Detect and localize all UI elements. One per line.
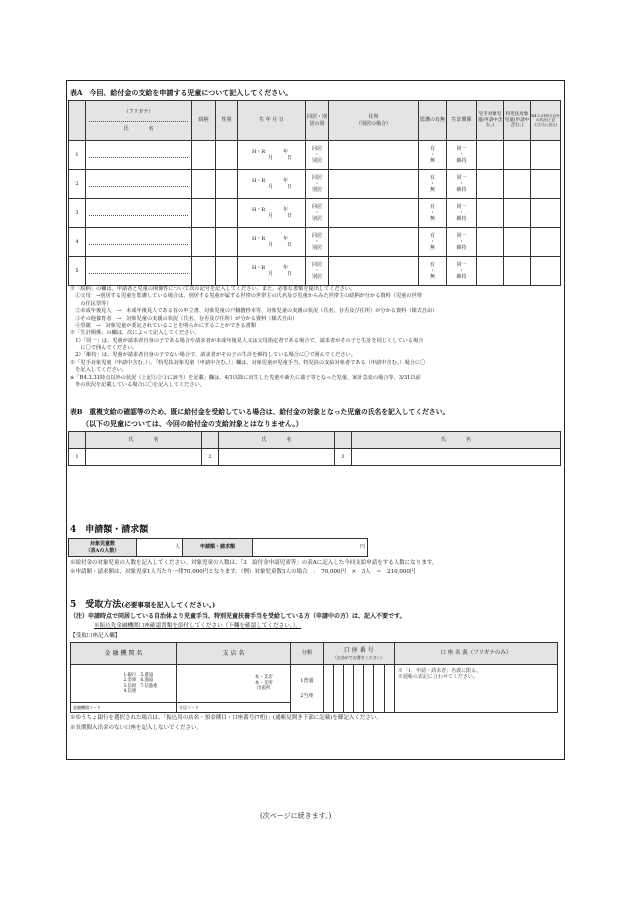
continued-note: (次ページに続きます。) xyxy=(260,812,332,820)
table-a-notes: ※「続柄」の欄は、申請者と児童の関係性について次の記号を記入してください。また、必要な書類を提出してください。 ①父母 →別居する児童を監護している場合は、別居する児童が属する世帯の世帯主の氏名及び児童からみた世帯主の続柄が分かる資料（児童の世帯 の住民票等） ②未成年後見人 → 未成年後見人である旨の申立書、対象児童の戸籍謄抄本等、対象児童の実親の状況（氏名、存否及び住所）が分かる資料（様式自由） ③その他養育者 → 対象児童の実親の状況（氏名、存否及び住所）が分かる資料（様式自由） ④里親 → 対象児童が委託されていることを明らかにすることができる書類 ※「生計関係」の欄は、次によって記入してください。 1）「同一」は、児童が請求者自身の子である場合や請求者が未成年後見人又は父母指定者である場合で、請求者がその子と生計を同じくしている場合 に〇で囲んでください。 2）「維持」は、児童が請求者自身の子でない場合で、請求者がその子の生計を維持している場合に〇で囲んでください。 ※「児手対象児童（申請中含む。）」、「特児扶対象児童（申請中含む。）」欄は、対象児童が児童手当、特児扶の支給対象者である（申請中含む。）場合に〇 を記入してください。 ※「R4.3.31時点以外の状況（上記①②③に該当）を記載」欄は、4/1以降に出生した児童や新たに養子等となった児童、家計急変の場合等、3/31以前 外の状況を記載している場合に〇を記入してください。 xyxy=(70,286,438,388)
table-a-row: 1 H・R 年 月 日 同居 ・ 別居 有 ・ 無 同一 ・ 維持 xyxy=(69,141,561,170)
cohabit-cell[interactable]: 同居 ・ 別居 xyxy=(306,257,329,286)
address-cell[interactable] xyxy=(329,257,419,286)
name-cell[interactable] xyxy=(86,170,192,199)
sex-cell[interactable] xyxy=(216,257,238,286)
name-header: （フリガナ） 氏 名 xyxy=(86,101,192,141)
table-a xyxy=(68,100,561,286)
branch-code-field[interactable]: 支店コード xyxy=(176,703,290,713)
sex-cell[interactable] xyxy=(216,228,238,257)
table-a-row: 5 H・R 年 月 日 同居 ・ 別居 有 ・ 無 同一 ・ 維持 xyxy=(69,257,561,286)
relation-cell[interactable] xyxy=(192,170,216,199)
custody-cell[interactable]: 有 ・ 無 xyxy=(419,141,447,170)
account-type-options[interactable]: 1普通 2当座 xyxy=(291,665,324,713)
custody-cell[interactable]: 有 ・ 無 xyxy=(419,170,447,199)
table-b-title: 表B 重複支給の確認等のため、既に給付金を受給している場合は、給付金の対象となった児童の氏名を記入してください。 xyxy=(70,408,450,416)
table-b-subtitle: （以下の児童については、今回の給付金の支給対象とはなりません。） xyxy=(82,419,303,428)
relation-cell[interactable] xyxy=(192,257,216,286)
cohabit-cell[interactable]: 同居 ・ 別居 xyxy=(306,141,329,170)
birthdate-cell[interactable]: H・R 年 月 日 xyxy=(238,141,306,170)
sex-cell[interactable] xyxy=(216,170,238,199)
address-header: 住所 （別居の場合） xyxy=(329,101,419,141)
birthdate-cell[interactable]: H・R 年 月 日 xyxy=(238,170,306,199)
relation-cell[interactable] xyxy=(192,199,216,228)
bank-code-field[interactable]: 金融機関コード xyxy=(71,703,177,713)
address-cell[interactable] xyxy=(329,141,419,170)
branch-type-options[interactable]: 本・支店 本・支所 出張所 xyxy=(238,665,291,703)
relation-cell[interactable] xyxy=(192,228,216,257)
r4-header: R4.3.31時点以外の状況(上記①②③に該当) xyxy=(531,101,561,141)
table-a-title: 表A 今回、給付金の支給を申請する児童について記入してください。 xyxy=(70,88,293,97)
cohabit-cell[interactable]: 同居 ・ 別居 xyxy=(306,228,329,257)
custody-cell[interactable]: 有 ・ 無 xyxy=(419,199,447,228)
birthdate-cell[interactable]: H・R 年 月 日 xyxy=(238,228,306,257)
bank-type-options[interactable]: 1.銀行 5.農協 2.金庫 6.漁協 3.信組 7.信漁連 4.信連 xyxy=(123,665,176,703)
birthdate-cell[interactable]: H・R 年 月 日 xyxy=(238,257,306,286)
table-a-row: 4 H・R 年 月 日 同居 ・ 別居 有 ・ 無 同一 ・ 維持 xyxy=(69,228,561,257)
address-cell[interactable] xyxy=(329,170,419,199)
bank-table: 金 融 機 関 名 支 店 名 分類 口 座 番 号 （右詰めでお書きください） 口 座 名 義（フリガナのみ） 1.銀行 5.農協 2.金庫 6.漁協 3.信組 7.信漁連 4.信連 本・支店 本・支所 出張所 1普通 2当座 ※「1．申請・請求者」名義に限る。 ※通帳の表記に合わせてください。 金融機関コード 支店コード xyxy=(70,642,558,713)
address-cell[interactable] xyxy=(329,228,419,257)
custody-cell[interactable]: 有 ・ 無 xyxy=(419,228,447,257)
relation-header: 続柄 xyxy=(192,101,216,141)
child-allowance-header: 児手対象児童(申請中含む。) xyxy=(477,101,504,141)
cohabit-cell[interactable]: 同居 ・ 別居 xyxy=(306,170,329,199)
amount-field[interactable]: 円 xyxy=(253,539,368,557)
name-cell[interactable] xyxy=(352,449,561,466)
sex-cell[interactable] xyxy=(216,141,238,170)
custody-header: 監護の有無 xyxy=(419,101,447,141)
amount-table: 対象児童数 （表Aの人数） 人 申請額・請求額 円 xyxy=(68,538,368,557)
name-cell[interactable] xyxy=(86,257,192,286)
livelihood-cell[interactable]: 同一 ・ 維持 xyxy=(447,228,477,257)
special-child-header: 特児扶対象児童(申請中含む。) xyxy=(504,101,531,141)
section-5-title: 5 受取方法(必要事項を記入してください。) xyxy=(70,600,216,610)
name-cell[interactable] xyxy=(86,199,192,228)
bank-name-field[interactable] xyxy=(71,665,124,703)
livelihood-cell[interactable]: 同一 ・ 維持 xyxy=(447,170,477,199)
table-b: 氏 名 氏 名 氏 名 1 2 3 xyxy=(68,431,561,466)
table-a-row: 3 H・R 年 月 日 同居 ・ 別居 有 ・ 無 同一 ・ 維持 xyxy=(69,199,561,228)
livelihood-cell[interactable]: 同一 ・ 維持 xyxy=(447,257,477,286)
birthdate-cell[interactable]: H・R 年 月 日 xyxy=(238,199,306,228)
sex-cell[interactable] xyxy=(216,199,238,228)
livelihood-cell[interactable]: 同一 ・ 維持 xyxy=(447,141,477,170)
name-cell[interactable] xyxy=(86,141,192,170)
name-cell[interactable] xyxy=(219,449,335,466)
livelihood-cell[interactable]: 同一 ・ 維持 xyxy=(447,199,477,228)
custody-cell[interactable]: 有 ・ 無 xyxy=(419,257,447,286)
livelihood-header: 生計関係 xyxy=(447,101,477,141)
birthdate-header: 生 年 月 日 xyxy=(238,101,306,141)
address-cell[interactable] xyxy=(329,199,419,228)
child-count-field[interactable]: 人 xyxy=(137,539,183,557)
cohabit-cell[interactable]: 同居 ・ 別居 xyxy=(306,199,329,228)
branch-name-field[interactable] xyxy=(176,665,237,703)
relation-cell[interactable] xyxy=(192,141,216,170)
section-4-title: 4 申請額・請求額 xyxy=(70,525,149,535)
cohabit-header: 同居・別居の別 xyxy=(306,101,329,141)
name-cell[interactable] xyxy=(86,449,202,466)
account-holder-field[interactable]: ※「1．申請・請求者」名義に限る。 ※通帳の表記に合わせてください。 xyxy=(394,665,557,713)
table-a-row: 2 H・R 年 月 日 同居 ・ 別居 有 ・ 無 同一 ・ 維持 xyxy=(69,170,561,199)
sex-header: 性別 xyxy=(216,101,238,141)
name-cell[interactable] xyxy=(86,228,192,257)
